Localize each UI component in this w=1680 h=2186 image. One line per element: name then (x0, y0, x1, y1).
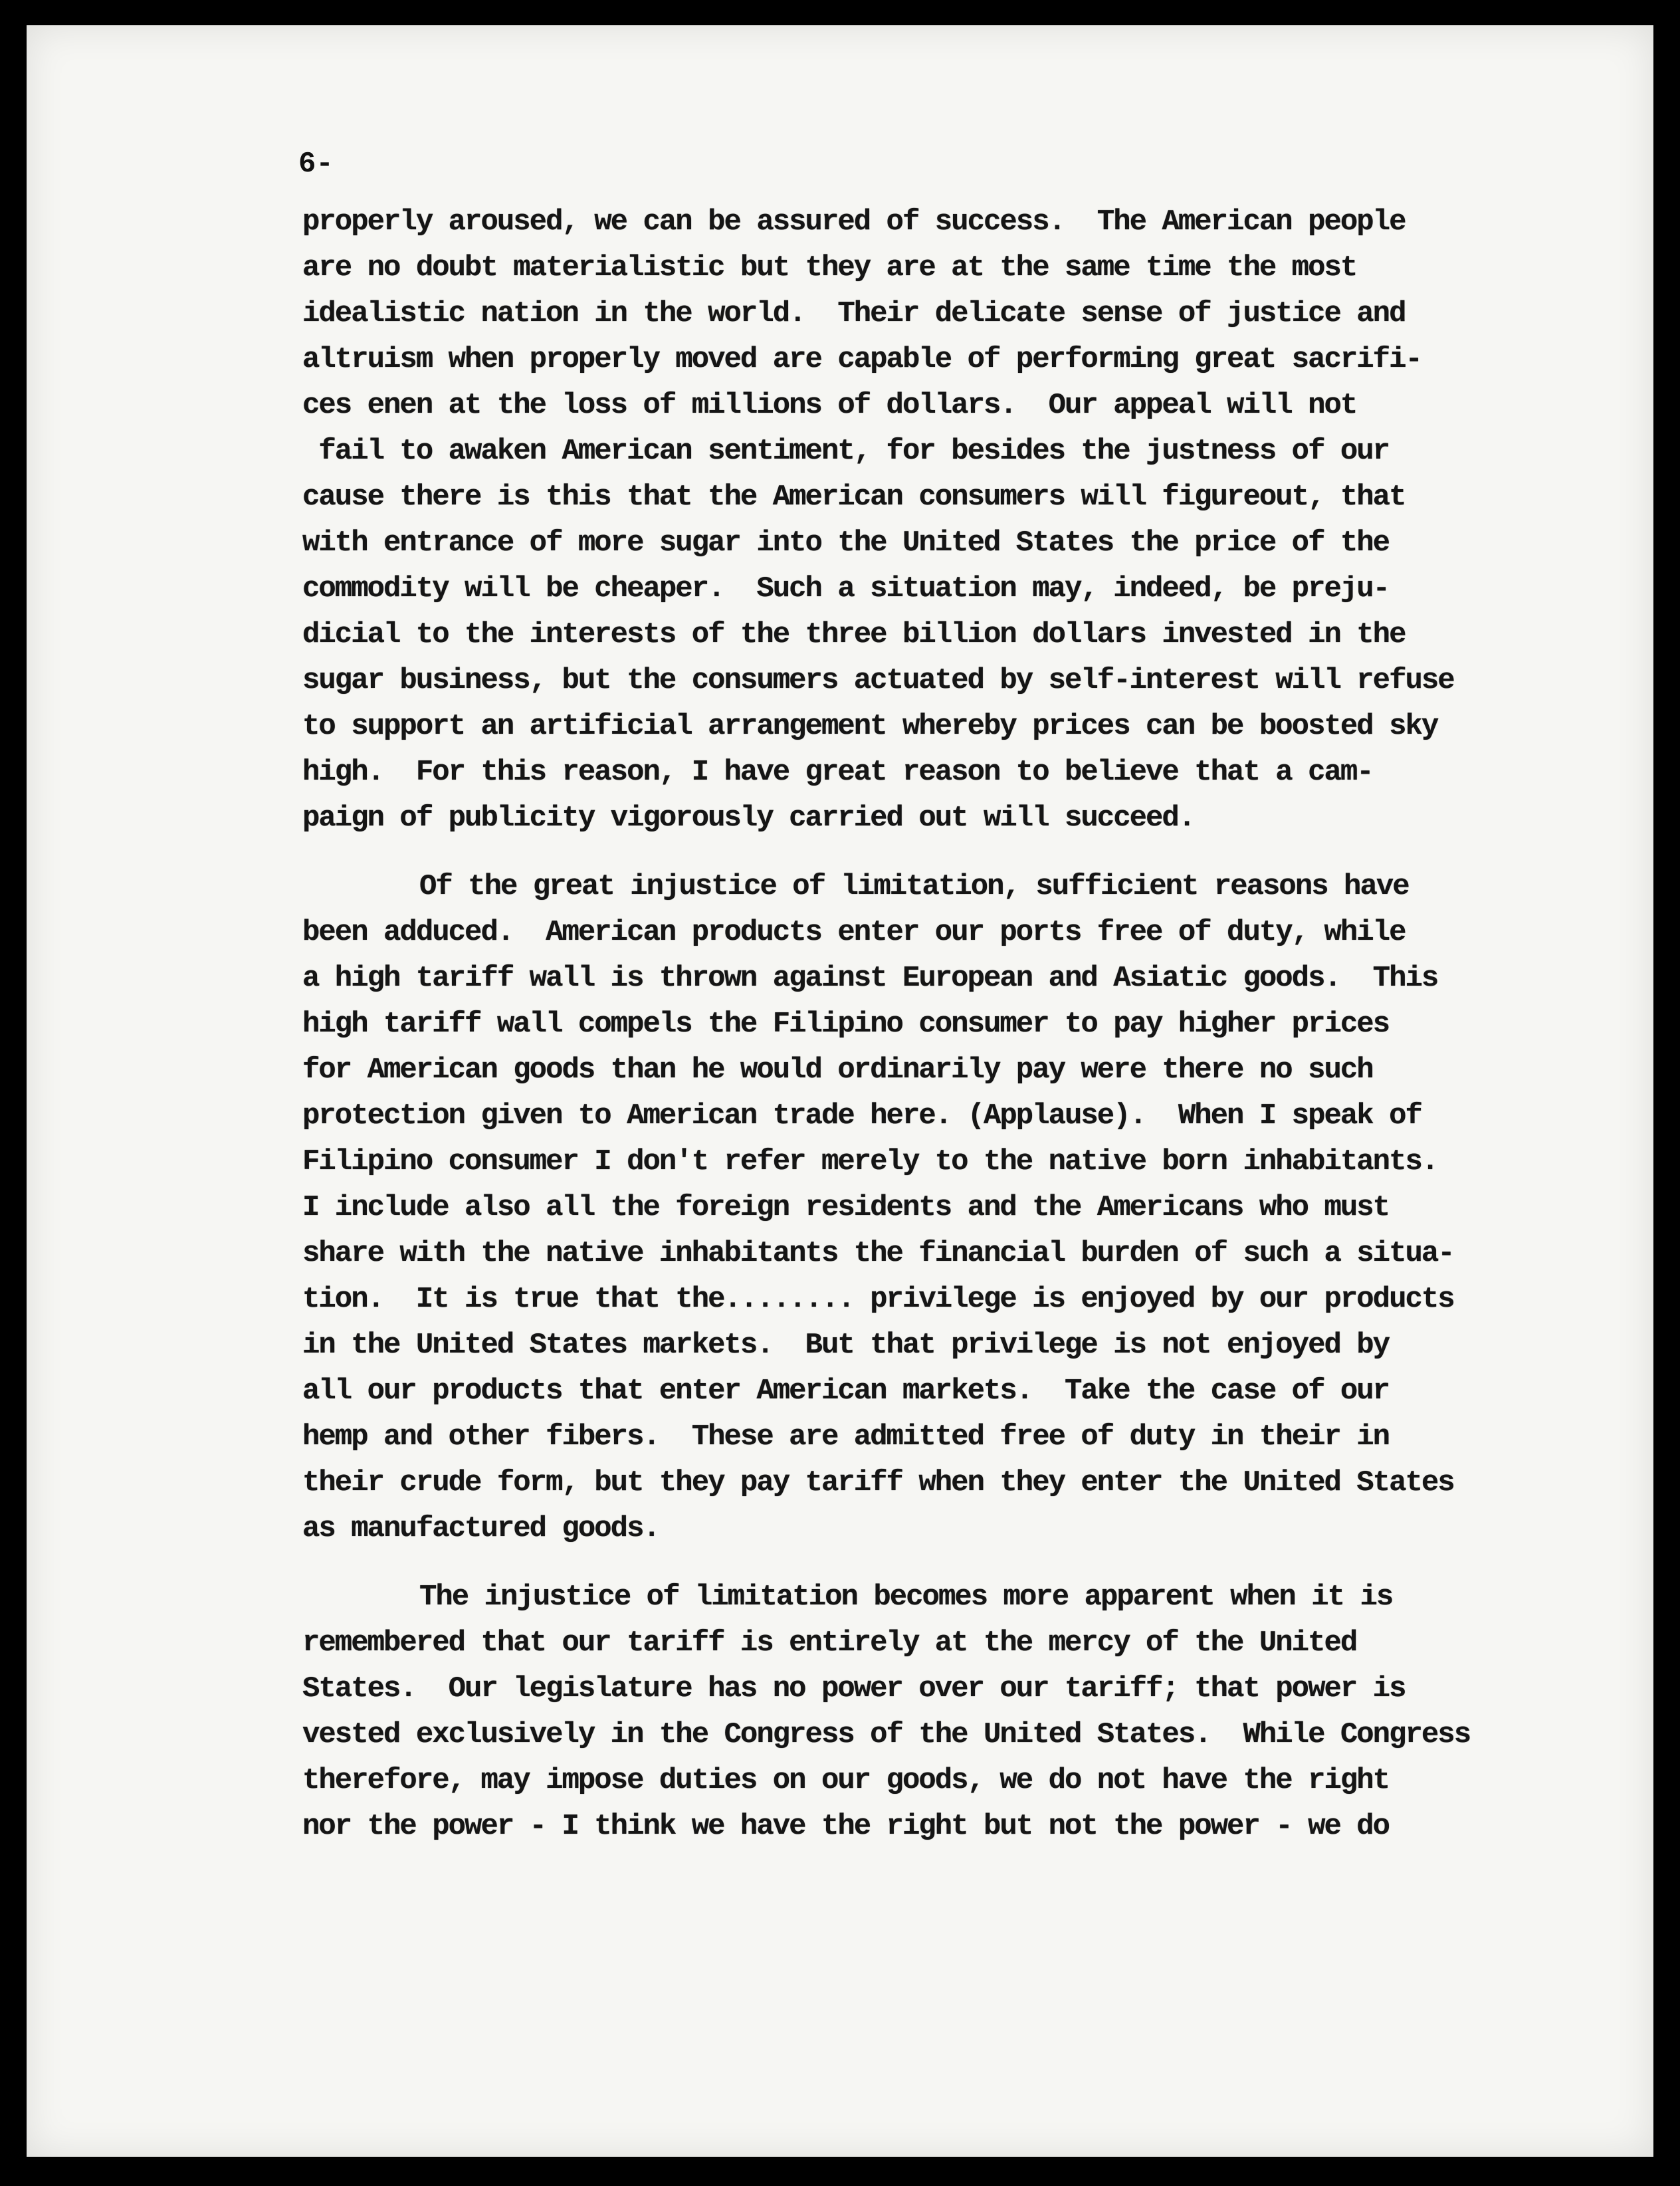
text-line: to support an artificial arrangement whereby prices can be boosted sky (302, 710, 1438, 743)
text-line: cause there is this that the American consumers will figureout, that (302, 481, 1406, 514)
text-line: share with the native inhabitants the financial burden of such a situa- (302, 1237, 1454, 1270)
text-line: paign of publicity vigorously carried out will succeed. (302, 802, 1195, 835)
text-line: sugar business, but the consumers actuated by self-interest will refuse (302, 664, 1454, 697)
paragraph-gap (302, 841, 1552, 864)
text-line: a high tariff wall is thrown against European and Asiatic goods. This (302, 962, 1438, 995)
text-line: all our products that enter American markets. Take the case of our (302, 1374, 1390, 1408)
text-line: Filipino consumer I don't refer merely to the native born inhabitants. (302, 1145, 1438, 1178)
text-line: idealistic nation in the world. Their delicate sense of justice and (302, 297, 1406, 330)
text-line: fail to awaken American sentiment, for besides the justness of our (302, 435, 1390, 468)
text-line: therefore, may impose duties on our goods, we do not have the right (302, 1764, 1390, 1797)
text-line: their crude form, but they pay tariff when they enter the United States (302, 1466, 1454, 1499)
text-line: vested exclusively in the Congress of the United States. While Congress (302, 1718, 1471, 1751)
text-line: tion. It is true that the........ privilege is enjoyed by our products (302, 1283, 1454, 1316)
paragraph (302, 1575, 1552, 1850)
text-line: remembered that our tariff is entirely at the mercy of the United (302, 1626, 1357, 1660)
text-line: in the United States markets. But that privilege is not enjoyed by (302, 1329, 1390, 1362)
text-line: ces enen at the loss of millions of dollars. Our appeal will not (302, 389, 1357, 422)
paragraph (302, 199, 1552, 841)
text-line: nor the power - I think we have the right but not the power - we do (302, 1810, 1390, 1843)
text-line: hemp and other fibers. These are admitted free of duty in their in (302, 1420, 1390, 1454)
text-line: are no doubt materialistic but they are at the same time the most (302, 251, 1357, 284)
text-line: high tariff wall compels the Filipino consumer to pay higher prices (302, 1008, 1390, 1041)
text-line: high. For this reason, I have great reason to believe that a cam- (302, 756, 1373, 789)
text-line: dicial to the interests of the three billion dollars invested in the (302, 618, 1406, 651)
text-line: as manufactured goods. (302, 1512, 659, 1545)
page-number: 6- (298, 148, 334, 181)
text-line: properly aroused, we can be assured of success. The American people (302, 205, 1406, 239)
text-line: States. Our legislature has no power over our tariff; that power is (302, 1672, 1406, 1705)
text-line: commodity will be cheaper. Such a situation may, indeed, be preju- (302, 572, 1390, 605)
paragraph-gap (302, 1552, 1552, 1575)
text-line: Of the great injustice of limitation, sufficient reasons have (419, 870, 1409, 903)
text-line: been adduced. American products enter our ports free of duty, while (302, 916, 1406, 949)
text-line: protection given to American trade here. (Applause). When I speak of (302, 1099, 1421, 1133)
text-line: I include also all the foreign residents and the Americans who must (302, 1191, 1390, 1224)
paragraph (302, 864, 1552, 1552)
text-line: The injustice of limitation becomes more apparent when it is (419, 1581, 1393, 1614)
text-line: altruism when properly moved are capable of performing great sacrifi- (302, 343, 1421, 376)
text-line: with entrance of more sugar into the United States the price of the (302, 526, 1390, 560)
document-body (302, 199, 1552, 1850)
text-line: for American goods than he would ordinarily pay were there no such (302, 1053, 1373, 1087)
